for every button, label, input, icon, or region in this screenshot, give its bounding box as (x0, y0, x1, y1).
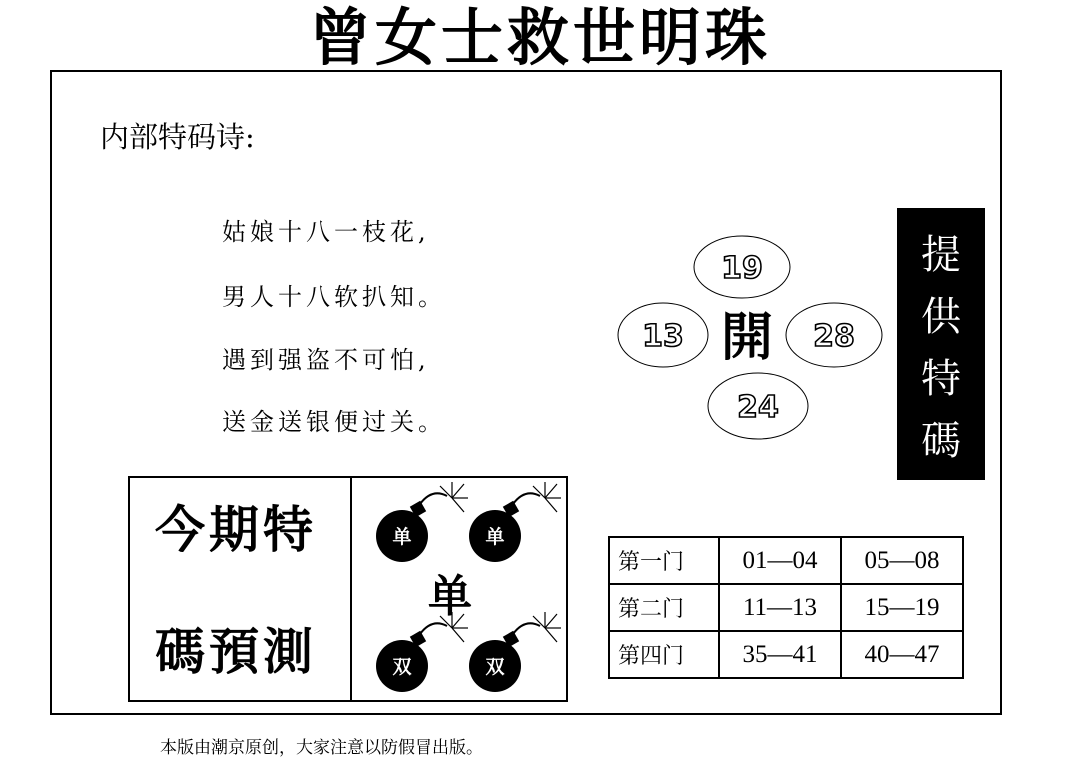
door-label: 第一门 (609, 537, 719, 584)
prediction-title-line1: 今期特 (155, 500, 317, 559)
poem-line: 遇到强盗不可怕, (222, 346, 430, 374)
bomb-icon (376, 612, 468, 692)
door-range: 15—19 (841, 584, 963, 631)
bomb-icon (376, 482, 468, 562)
page-title: 曾女士救世明珠 (308, 1, 771, 74)
provide-char: 特 (921, 355, 961, 402)
number-top: 19 (721, 251, 763, 286)
poem-line: 姑娘十八一枝花, (222, 218, 430, 246)
door-range: 05—08 (841, 537, 963, 584)
number-diagram (600, 225, 900, 465)
table-row (609, 537, 963, 584)
door-label: 第二门 (609, 584, 719, 631)
bomb-label: 单 (485, 526, 505, 548)
number-left: 13 (642, 319, 684, 354)
prediction-title-line2: 碼預測 (155, 622, 317, 681)
door-range: 40—47 (841, 631, 963, 678)
footer-note: 本版由潮京原创，大家注意以防假冒出版。 (160, 738, 483, 758)
prediction-result: 单 (428, 571, 472, 622)
table-row (609, 631, 963, 678)
table-row (609, 584, 963, 631)
door-range: 01—04 (719, 537, 841, 584)
provide-char: 碼 (921, 417, 961, 464)
bomb-icon (469, 612, 561, 692)
poem-line: 送金送银便过关。 (222, 408, 446, 436)
bomb-icon (469, 482, 561, 562)
number-right: 28 (813, 319, 855, 354)
bomb-label: 双 (392, 656, 412, 678)
bomb-label: 单 (392, 526, 412, 548)
open-character: 開 (720, 307, 774, 368)
provide-special-label (897, 208, 985, 480)
number-bottom: 24 (737, 390, 779, 425)
door-label: 第四门 (609, 631, 719, 678)
door-range: 11—13 (719, 584, 841, 631)
provide-char: 供 (921, 293, 961, 340)
provide-char: 提 (921, 231, 961, 278)
poem-heading: 内部特码诗: (100, 120, 255, 154)
poem-line: 男人十八软扒知。 (222, 283, 446, 311)
doors-table (608, 536, 964, 679)
bomb-label: 双 (485, 656, 505, 678)
door-range: 35—41 (719, 631, 841, 678)
